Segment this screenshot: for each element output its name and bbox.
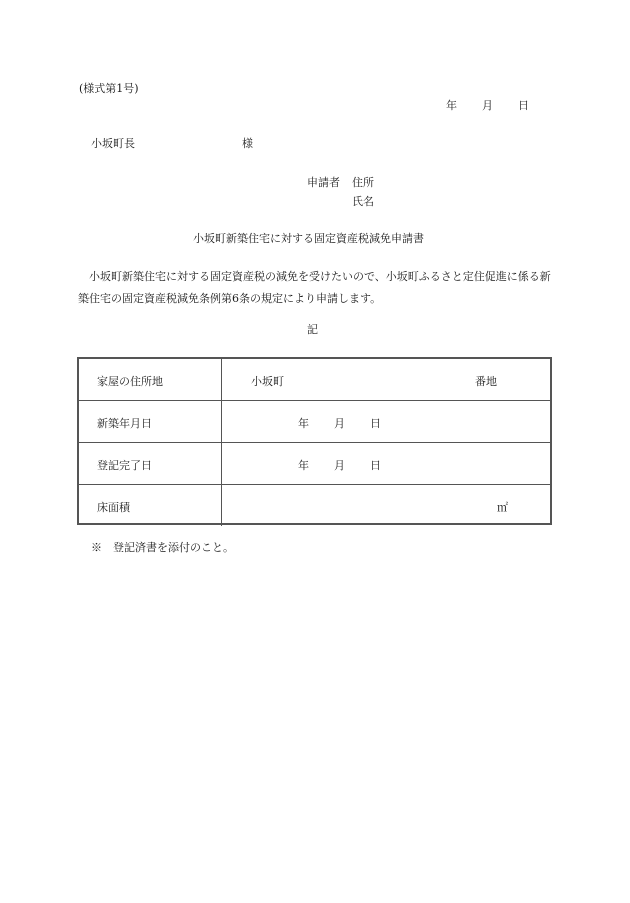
house-location-town: 小坂町 xyxy=(251,375,284,388)
document-title: 小坂町新築住宅に対する固定資産税減免申請書 xyxy=(193,232,424,245)
registration-day-label: 日 xyxy=(370,459,381,472)
addressee-name: 小坂町長 xyxy=(91,137,135,150)
construction-date-label: 新築年月日 xyxy=(97,417,152,430)
date-day-label: 日 xyxy=(518,99,529,112)
application-statement: 小坂町新築住宅に対する固定資産税の減免を受けたいので、小坂町ふるさと定住促進に係る新築住宅の固定資産税減免条例第6条の規定により申請します。 xyxy=(78,270,551,305)
date-month-label: 月 xyxy=(482,99,493,112)
applicant-label: 申請者 xyxy=(307,176,340,189)
registration-month-label: 月 xyxy=(334,459,345,472)
construction-day-label: 日 xyxy=(370,417,381,430)
construction-month-label: 月 xyxy=(334,417,345,430)
column-divider xyxy=(221,359,222,400)
table-row-house-location xyxy=(79,359,550,401)
submission-date xyxy=(446,99,529,112)
table-row-registration-date xyxy=(79,443,550,485)
table-row-floor-area xyxy=(79,485,550,526)
registration-date-label: 登記完了日 xyxy=(97,459,152,472)
house-location-suffix: 番地 xyxy=(475,375,497,388)
floor-area-label: 床面積 xyxy=(97,501,130,514)
registration-year-label: 年 xyxy=(298,459,309,472)
column-divider xyxy=(221,443,222,484)
applicant-name-label: 氏名 xyxy=(352,195,374,208)
column-divider xyxy=(221,401,222,442)
date-year-label: 年 xyxy=(446,99,457,112)
attachment-note: ※ 登記済書を添付のこと。 xyxy=(91,541,234,554)
construction-year-label: 年 xyxy=(298,417,309,430)
form-number: (様式第1号) xyxy=(79,82,139,95)
property-details-table xyxy=(77,357,552,525)
house-location-label: 家屋の住所地 xyxy=(97,375,163,388)
column-divider xyxy=(221,485,222,526)
table-row-construction-date xyxy=(79,401,550,443)
ki-heading: 記 xyxy=(307,323,318,336)
addressee-honorific: 様 xyxy=(242,137,253,150)
applicant-address-label: 住所 xyxy=(352,176,374,189)
floor-area-unit: ㎡ xyxy=(497,501,508,514)
